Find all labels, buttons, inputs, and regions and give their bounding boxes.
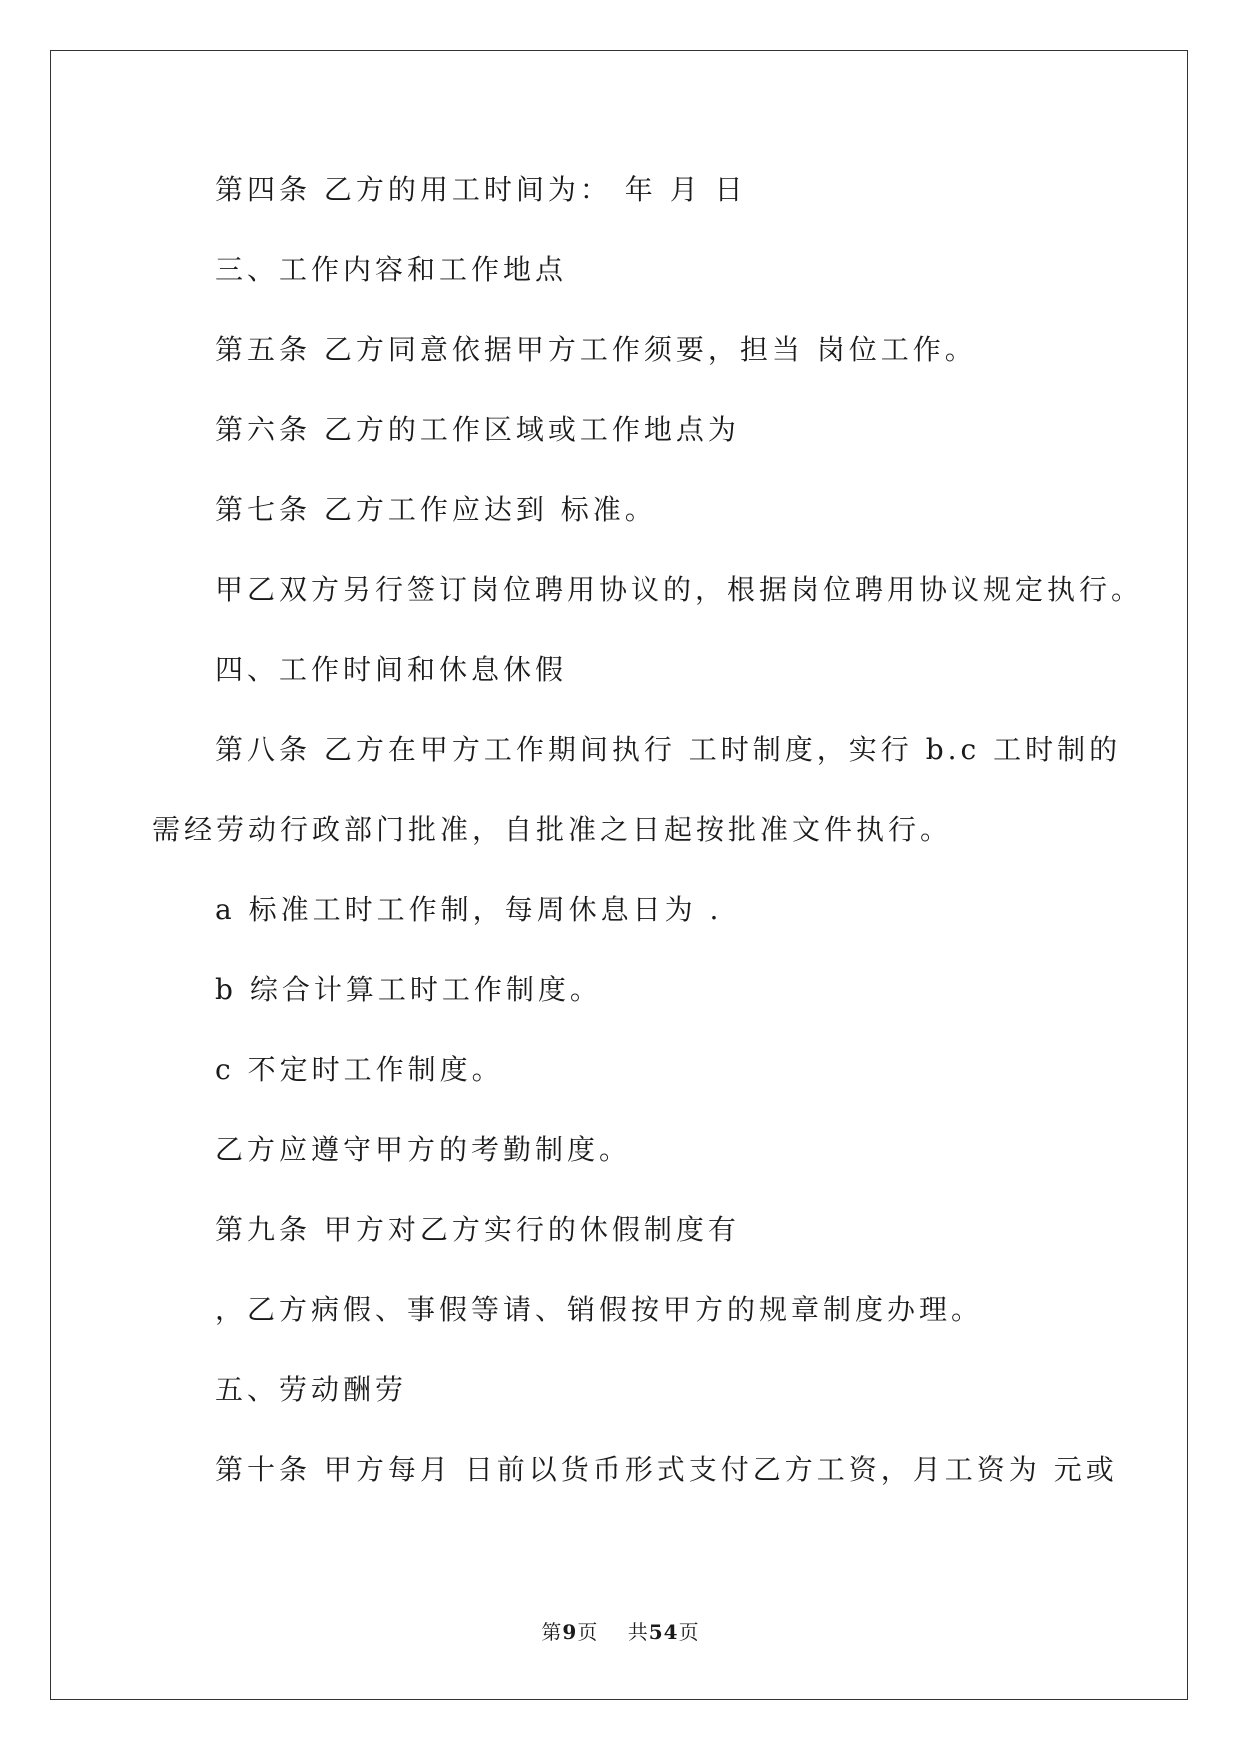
text-line: ，乙方病假、事假等请、销假按甲方的规章制度办理。 bbox=[215, 1293, 984, 1326]
section-heading: 三、工作内容和工作地点 bbox=[215, 253, 568, 286]
text-line: 甲乙双方另行签订岗位聘用协议的，根据岗位聘用协议规定执行。 bbox=[215, 573, 1144, 606]
section-heading: 四、工作时间和休息休假 bbox=[215, 653, 568, 686]
total-prefix: 共 bbox=[627, 1620, 649, 1644]
page-footer bbox=[0, 1616, 1241, 1645]
page-prefix: 第 bbox=[541, 1620, 563, 1644]
total-suffix: 页 bbox=[678, 1620, 700, 1644]
text-line: a 标准工时工作制，每周休息日为 . bbox=[215, 893, 723, 926]
page-suffix: 页 bbox=[577, 1620, 599, 1644]
text-line: 第五条 乙方同意依据甲方工作须要，担当 岗位工作。 bbox=[215, 333, 977, 366]
text-line: 第六条 乙方的工作区域或工作地点为 bbox=[215, 413, 740, 446]
text-line: 第八条 乙方在甲方工作期间执行 工时制度，实行 b.c 工时制的 bbox=[215, 733, 1122, 766]
text-line: 需经劳动行政部门批准，自批准之日起按批准文件执行。 bbox=[152, 813, 953, 846]
text-line: 第九条 甲方对乙方实行的休假制度有 bbox=[215, 1213, 740, 1246]
text-line: 第七条 乙方工作应达到 标准。 bbox=[215, 493, 657, 526]
text-line: c 不定时工作制度。 bbox=[215, 1053, 504, 1086]
page-number: 9 bbox=[562, 1620, 578, 1644]
total-pages: 54 bbox=[648, 1620, 679, 1644]
text-line: 第十条 甲方每月 日前以货币形式支付乙方工资，月工资为 元或 bbox=[215, 1453, 1118, 1486]
text-line: 乙方应遵守甲方的考勤制度。 bbox=[215, 1133, 632, 1166]
text-line: b 综合计算工时工作制度。 bbox=[215, 973, 602, 1006]
section-heading: 五、劳动酬劳 bbox=[215, 1373, 408, 1406]
text-line: 第四条 乙方的用工时间为： 年 月 日 bbox=[215, 173, 747, 206]
